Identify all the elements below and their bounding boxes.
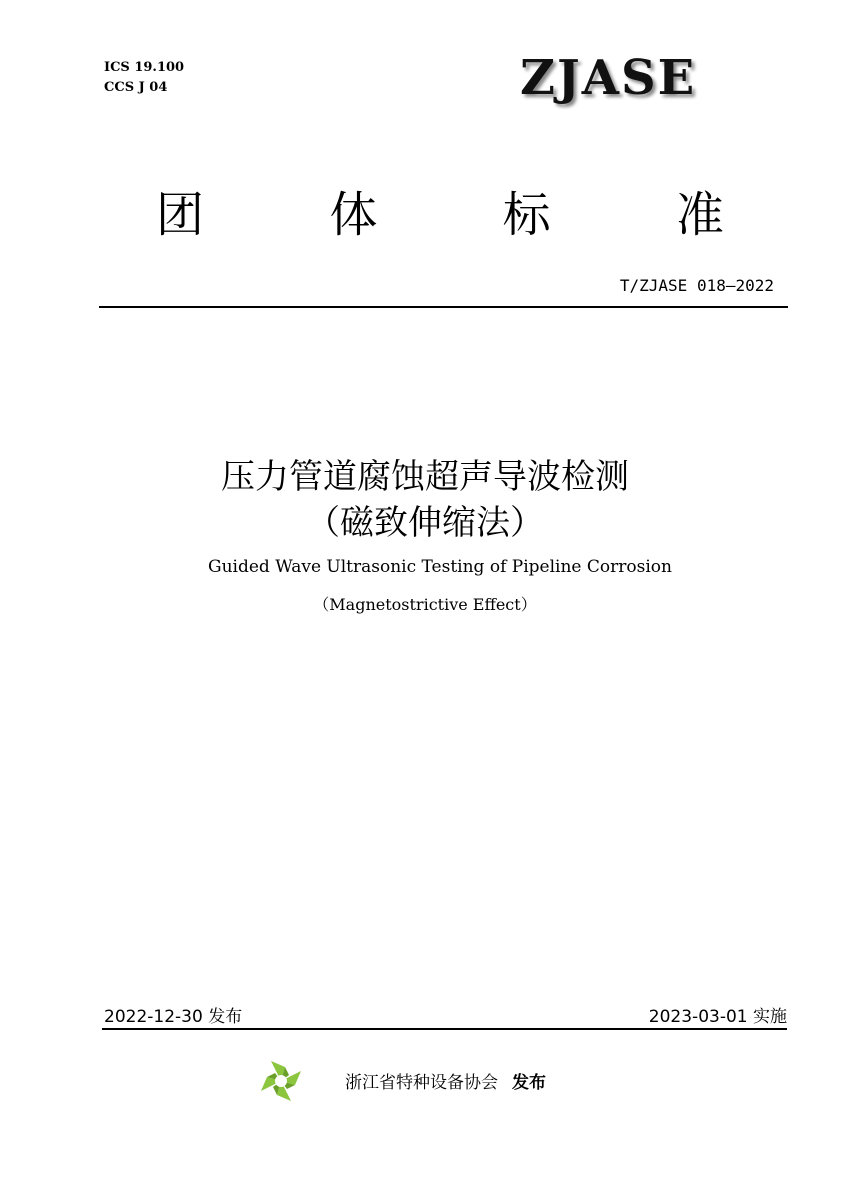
title-chinese: 压力管道腐蚀超声导波检测 <box>221 457 629 497</box>
ccs-code: CCS J 04 <box>104 80 168 95</box>
standard-type-char: 体 <box>329 187 378 243</box>
zjase-pinwheel-logo-icon <box>259 1059 303 1103</box>
standard-type-char: 标 <box>502 187 551 243</box>
standard-type-heading <box>130 185 750 245</box>
brand-logo-text: ZJASE <box>520 50 697 106</box>
classification-codes <box>104 58 184 98</box>
title-chinese-subtitle: （磁致伸缩法） <box>306 503 544 543</box>
publisher-organization: 浙江省特种设备协会 <box>345 1073 498 1093</box>
standard-type-char: 团 <box>155 187 204 243</box>
implementation-date: 2023-03-01 实施 <box>648 1007 787 1027</box>
standard-number: T/ZJASE 018—2022 <box>619 276 774 295</box>
publisher-label: 发布 <box>512 1073 546 1093</box>
ics-code: ICS 19.100 <box>104 60 185 75</box>
publish-date: 2022-12-30 发布 <box>104 1007 243 1027</box>
top-divider <box>99 306 788 308</box>
publisher-line <box>345 1068 546 1093</box>
title-english: Guided Wave Ultrasonic Testing of Pipeline Corrosion <box>208 557 672 577</box>
standard-type-char: 准 <box>675 187 724 243</box>
bottom-divider <box>102 1028 787 1030</box>
title-english-subtitle: （Magnetostrictive Effect） <box>313 595 537 614</box>
